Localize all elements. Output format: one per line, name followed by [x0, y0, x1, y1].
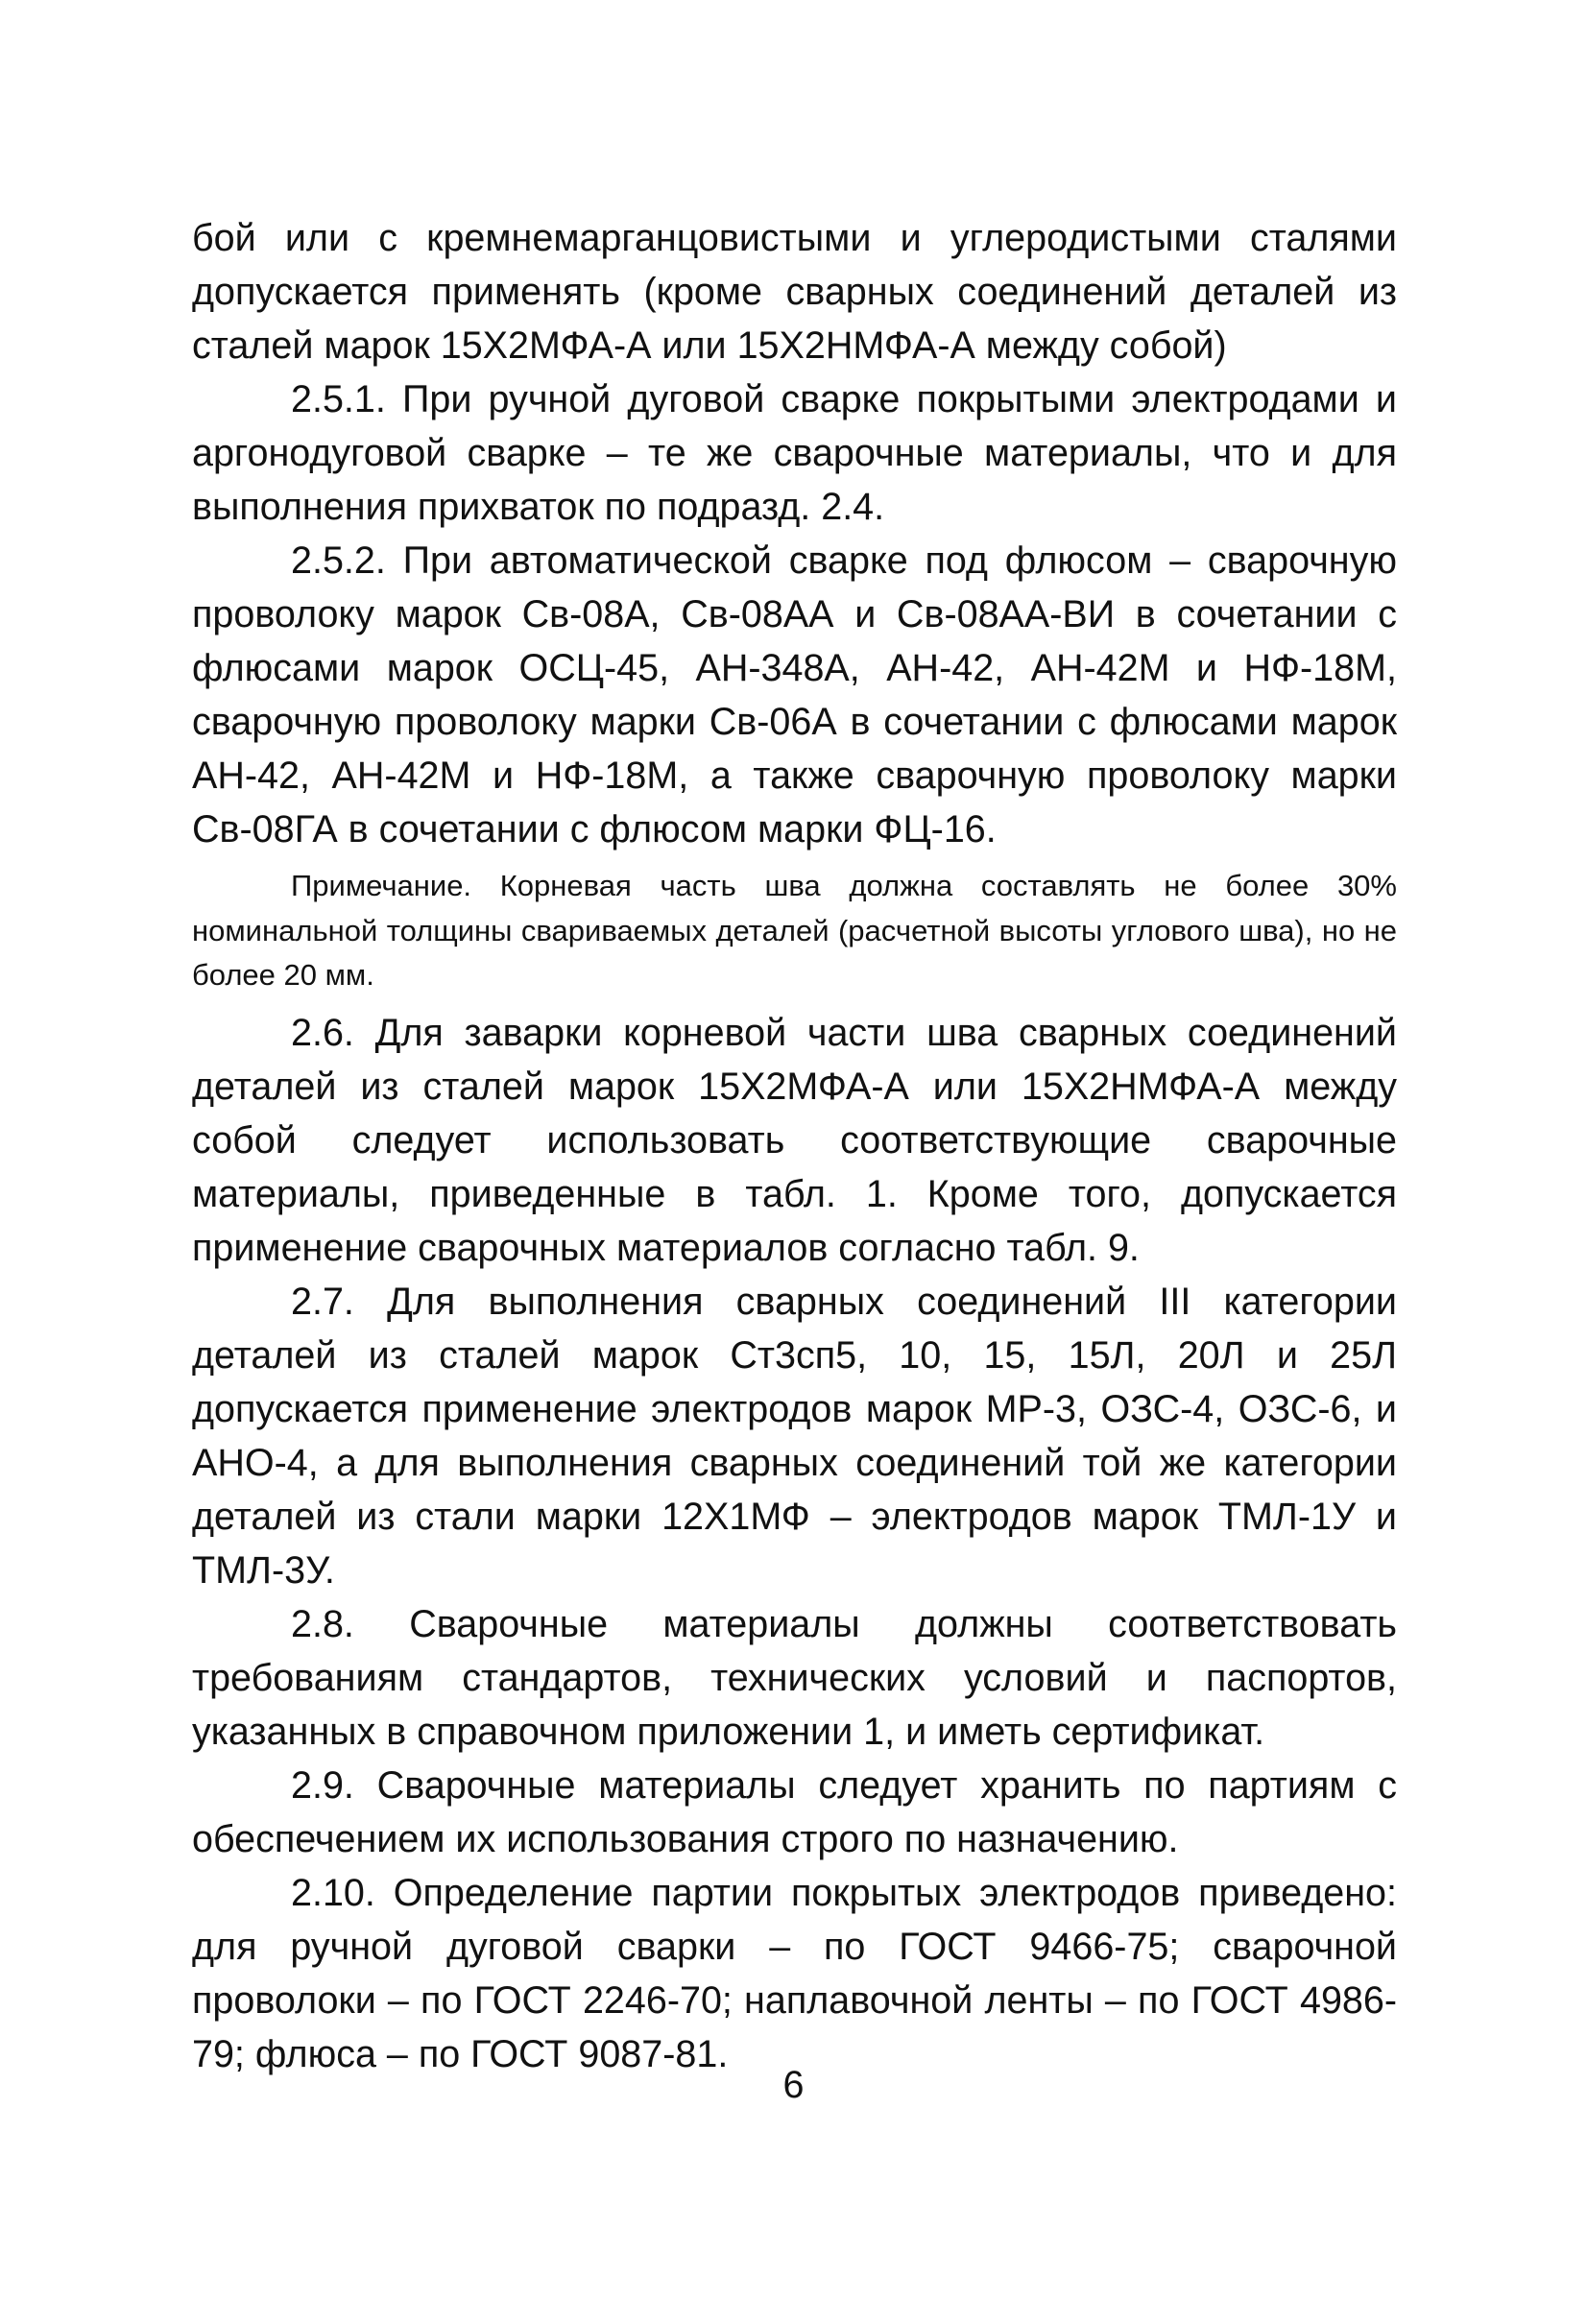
paragraph-continuation: бой или с кремнемарганцовистыми и углеродистыми сталями допускается применять (кроме сварных соединений деталей из сталей марок 15Х2МФА-А или 15Х2НМФА-А между собой) — [192, 217, 1397, 367]
paragraph-2-5-2: 2.5.2. При автоматической сварке под флюсом – сварочную проволоку марок Св-08А, Св-08АА и Св-08АА-ВИ в сочетании с флюсами марок ОСЦ-45, АН-348А, АН-42, АН-42М и НФ-18М, сварочную проволоку марки Св-06А в сочетании с флюсами марок АН-42, АН-42М и НФ-18М, а также сварочную проволоку марки Св-08ГА в сочетании с флюсом марки ФЦ-16. — [192, 539, 1397, 851]
paragraph-2-6: 2.6. Для заварки корневой части шва сварных соединений деталей из сталей марок 15Х2МФА-А или 15Х2НМФА-А между собой следует использовать соответствующие сварочные материалы, приведенные в табл. 1. Кроме того, допускается применение сварочных материалов согласно табл. 9. — [192, 1011, 1397, 1269]
note-paragraph: Примечание. Корневая часть шва должна составлять не более 30% номинальной толщины свариваемых деталей (расчетной высоты углового шва), но не более 20 мм. — [192, 869, 1397, 992]
paragraph-2-7: 2.7. Для выполнения сварных соединений III категории деталей из сталей марок Ст3сп5, 10, 15, 15Л, 20Л и 25Л допускается применение электродов марок МР-3, ОЗС-4, ОЗС-6, и АНО-4, а для выполнения сварных соединений той же категории деталей из стали марки 12Х1МФ – электродов марок ТМЛ-1У и ТМЛ-3У. — [192, 1280, 1397, 1592]
paragraph-2-8: 2.8. Сварочные материалы должны соответствовать требованиям стандартов, технических условий и паспортов, указанных в справочном приложении 1, и иметь сертификат. — [192, 1602, 1397, 1753]
paragraph-2-9: 2.9. Сварочные материалы следует хранить по партиям с обеспечением их использования строго по назначению. — [192, 1763, 1397, 1860]
page-number: 6 — [782, 2064, 805, 2106]
document-page — [192, 211, 1397, 2081]
paragraph-2-5-1: 2.5.1. При ручной дуговой сварке покрытыми электродами и аргонодуговой сварке – те же сварочные материалы, что и для выполнения прихваток по подразд. 2.4. — [192, 378, 1397, 528]
paragraph-2-10: 2.10. Определение партии покрытых электродов приведено: для ручной дуговой сварки – по ГОСТ 9466-75; сварочной проволоки – по ГОСТ 2246-70; наплавочной ленты – по ГОСТ 4986-79; флюса – по ГОСТ 9087-81. — [192, 1871, 1397, 2075]
